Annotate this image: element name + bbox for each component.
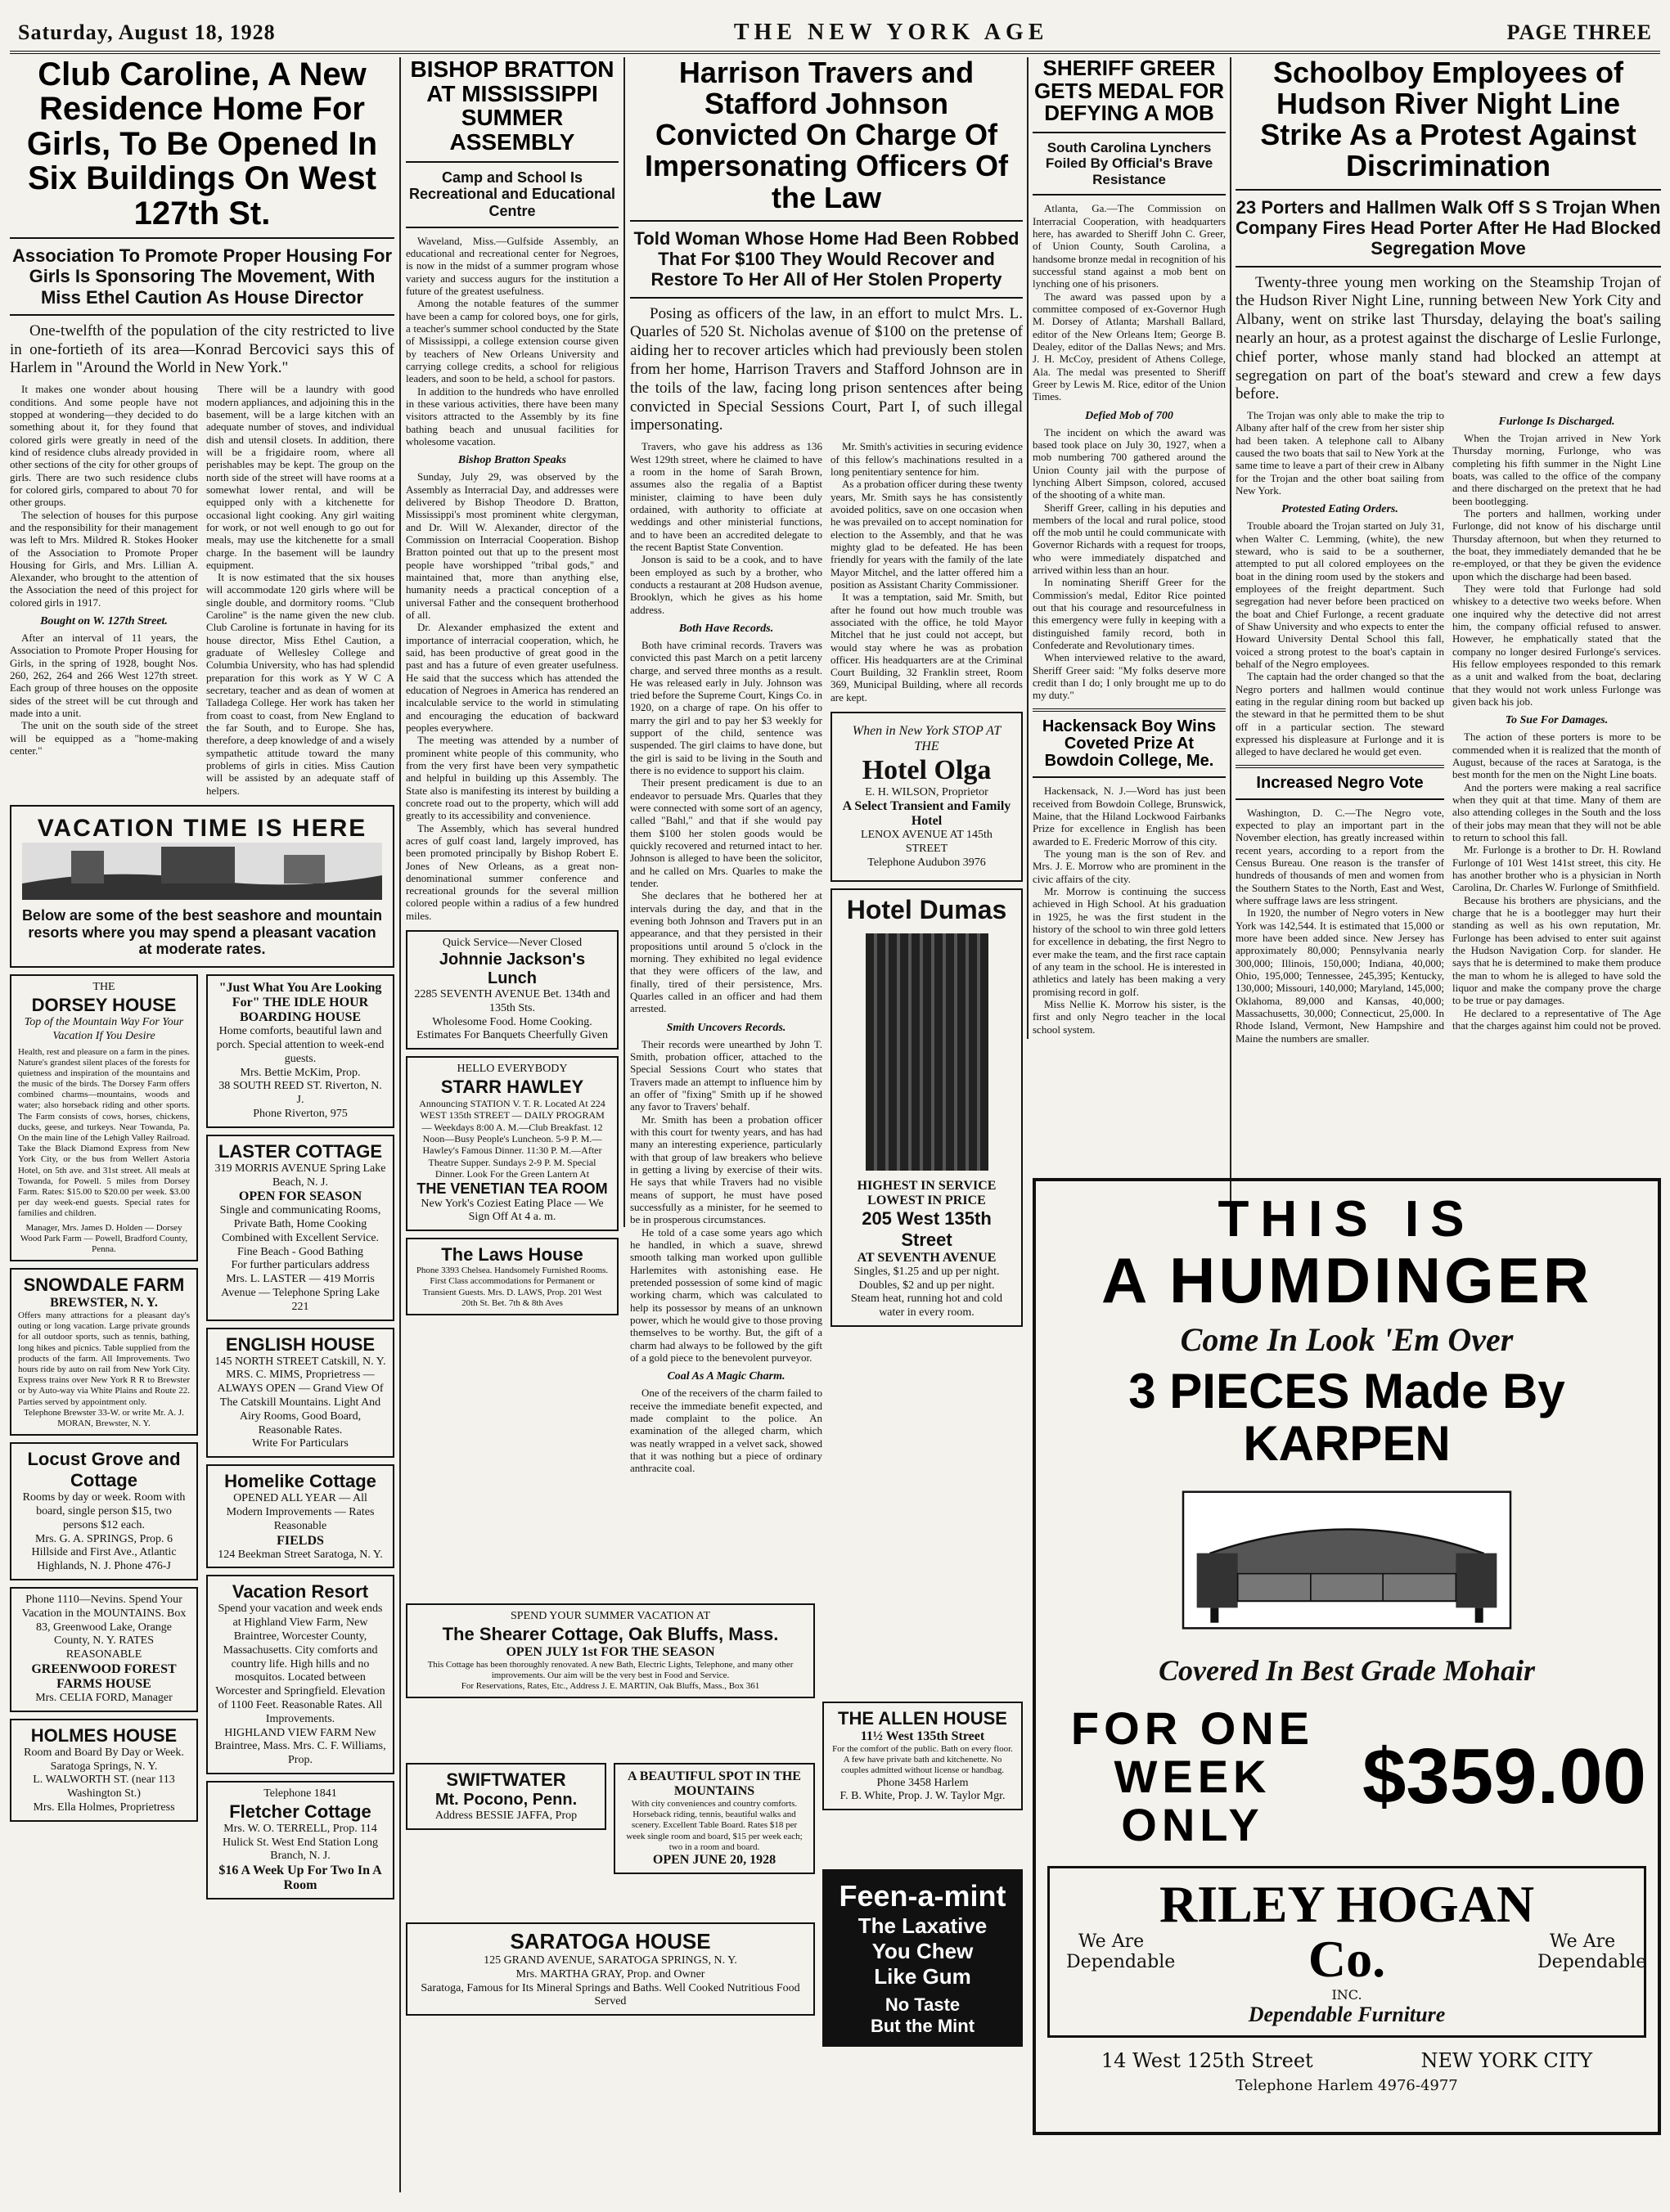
allen-name: THE ALLEN HOUSE (838, 1708, 1007, 1729)
hudson-paragraph: He declared to a representative of The Age that the charges against him could not be proved. (1452, 1006, 1661, 1032)
ad-laws-house (406, 1238, 619, 1315)
harrison-paragraph: Both have criminal records. Travers was convicted this past March on a petit larceny charge, and served three months as a result. He was released early in July. Johnson was tried before the Supreme Court, Kings Co. in 1920, on a charge of rape. On his offer to marry the girl and to pay her $3 weekly for support of the child, sentence was suspended. The girl claims to have done, but the girl is said to be living in the South and there is no evidence to support his claim. (630, 638, 822, 777)
harrison-paragraph: Mr. Smith's activities in securing evidence of this fellow's machinations resulted in a long penitentiary sentence for him. (830, 440, 1023, 478)
hudson-paragraph: The captain had the order changed so that the Negro porters and hallmen would continue eating in the regular dining room but backed up the steward in that he permitted them to be shut off in a particular section. The steward expressed his displeasure at Furlonge and it is alleged to have declared he would get even. (1236, 670, 1444, 758)
olga-desc: A Select Transient and Family Hotel (842, 799, 1011, 829)
harrison-paragraph: As a probation officer during these twenty years, Mr. Smith says he has consistently avoided politics, save on one occasion when he was prevailed on to accept nomination for election to the Assembly, and that he was mighty glad to be defeated. He has been friendly for years with the family of the late Mayor Mitchel, and the latter offered him a position as Assistant Charity Commissioner. (830, 478, 1023, 591)
english-more: Write For Particulars (252, 1437, 349, 1450)
laster-open: OPEN FOR SEASON (238, 1189, 362, 1204)
english-name: ENGLISH HOUSE (225, 1333, 376, 1355)
dumas-tag: HIGHEST IN SERVICE LOWEST IN PRICE (857, 1178, 997, 1207)
karpen-ad-wrap (1033, 1178, 1661, 2143)
hudson-paragraph: Because his brothers are physicians, and the charge that he is a bootlegger may hurt their standing as well as his own reputation, Mr. Furlonge has been advised to enter suit against the Hudson Navigation Corp. for slander. He says that he is determined to make them produce the man to whom he is alleged to have sold the liquor and make the company prove the charge to be true or pay damages. (1452, 893, 1661, 1007)
olga-prop: E. H. WILSON, Proprietor (865, 785, 988, 798)
greenwood-name: GREENWOOD FOREST FARMS HOUSE (31, 1661, 177, 1691)
vacation-banner (10, 805, 394, 968)
shearer-contact: For Reservations, Rates, Etc., Address J. E. MARTIN, Oak Bluffs, Mass., Box 361 (461, 1681, 760, 1692)
harrison-paragraph: She declares that he bothered her at intervals during the day, and that in the evening both Johnson and Travers put in an appearance, and that they persisted in their propositions until around 5 o'clock in the morning. They exhibited no legal evidence that they were officers of the law, and finally, tired of their persistence, Mrs. Quarles called in an officer and had them arrested. (630, 889, 822, 1015)
holmes-address: L. WALWORTH ST. (near 113 Washington St.) (33, 1774, 175, 1801)
dumas-amenities: Steam heat, running hot and cold water in every room. (850, 1293, 1003, 1320)
ad-greenwood-forest (10, 1587, 198, 1712)
laster-name: LASTER COTTAGE (218, 1140, 383, 1162)
greenwood-body: Phone 1110—Nevins. Spend Your Vacation in the MOUNTAINS. Box 83, Greenwood Lake, Orange County, N. Y. RATES REASONABLE (21, 1593, 187, 1661)
hudson-paragraph: And the porters were making a real sacrifice when they quit at that time. Many of them are also attending colleges in the South and the loss of their jobs may mean that they will not be able to return to school this fall. (1452, 780, 1661, 843)
hudson-paragraph: Mr. Furlonge is a brother to Dr. H. Rowland Furlonge of 101 West 141st street, this city. He has another brother who is a physician in North Carolina, Dr. Charles W. Furlonge of Smithfield. (1452, 843, 1661, 894)
ad-hotel-dumas (830, 888, 1023, 1327)
idle-hour-body: Home comforts, beautiful lawn and porch. Special attention to week-end guests. (216, 1025, 385, 1065)
holmes-body: Room and Board By Day or Week. Saratoga Springs, N. Y. (24, 1746, 184, 1773)
club-caroline-paragraph: There will be a laundry with good modern appliances, and adjoining this in the basement, will be a large kitchen with an adequate number of stoves, and individual dish and utensil closets. In addition, there will be a frigidaire room, where all perishables may be kept. The group on the north side of the street will have rooms at a somewhat lower rental, and will be equipped only with a kitchenette for occasional light cooking. Any girl waiting for work, or not well enough to go out for meals, may use the kitchenette for a small charge. In the basement will be laundry equipment. (206, 383, 394, 571)
karpen-price: $359.00 (1362, 1732, 1646, 1820)
holmes-prop: Mrs. Ella Holmes, Proprietress (33, 1801, 175, 1814)
english-body: MRS. C. MIMS, Proprietress — ALWAYS OPEN — Grand View Of The Catskill Mountains. Light And Airy Rooms, Good Board, Reasonable Rates. (217, 1369, 384, 1436)
ad-english-house (206, 1328, 394, 1459)
laws-body: Phone 3393 Chelsea. Handsomely Furnished Rooms. First Class accommodations for Permanent or Transient Guests. Mrs. D. LAWS, Prop. 201 West 20th St. Bet. 7th & 8th Aves (416, 1266, 609, 1308)
ad-feenamint (822, 1869, 1023, 2047)
dumas-address: 205 West 135th Street (862, 1207, 992, 1250)
shearer-top: SPEND YOUR SUMMER VACATION AT (510, 1610, 710, 1622)
starr-name: STARR HAWLEY (440, 1076, 584, 1097)
locust-body: Rooms by day or week. Room with board, single person $15, two persons $12 each. (22, 1491, 186, 1531)
masthead (10, 15, 1660, 54)
saratoga-address: 125 GRAND AVENUE, SARATOGA SPRINGS, N. Y. (484, 1954, 737, 1967)
ad-allen-house (822, 1702, 1023, 1810)
karpen-for-one: FOR ONE (1070, 1702, 1315, 1754)
club-caroline-paragraph: The selection of houses for this purpose and the responsibility for their management was left to Mrs. Mildred R. Stokes Hooker of the Association to Promote Proper Housing for Girls, and Mrs. Lillian A. Alexander, who brought to the attention of the Association the need of this project for colored girls in 1917. (10, 508, 198, 609)
allen-address: 11½ West 135th Street (860, 1729, 985, 1743)
hudson-paragraph: They were told that Furlonge had sold whiskey to a detective two weeks before. When one inquired why the detective did not arrest him, the company official refused to answer. However, he emphatically stated that the company no longer desired Furlonge's services. His fellow employees responded to this remark as a unit and walked from the boat, declaring that they would not work unless Furlonge was given back his job. (1452, 582, 1661, 708)
lunch-address: 2285 SEVENTH AVENUE Bet. 134th and 135th Sts. (414, 987, 610, 1014)
harrison-subsection: Coal As A Magic Charm. (667, 1370, 785, 1383)
olga-top: When in New York STOP AT THE (852, 724, 1002, 754)
karpen-dependable-left: We Are Dependable (1066, 1931, 1176, 1972)
homelike-body: OPENED ALL YEAR — All Modern Improvements — Rates Reasonable (226, 1492, 375, 1532)
negro-vote-headline: Increased Negro Vote (1256, 773, 1424, 792)
shearer-open: OPEN JULY 1st FOR THE SEASON (506, 1644, 715, 1659)
bratton-paragraph: The meeting was attended by a number of prominent white people of this community, who from the very first have been very sympathetic and helpful in building up this Assembly. The State also is manifesting its interest by building a concrete road out to the property, which will add greatly to its accessibility and convenience. (406, 734, 619, 822)
bratton-subhead: Camp and School Is Recreational and Educational Centre (408, 169, 616, 220)
ad-idle-hour (206, 974, 394, 1128)
hudson-paragraph: Trouble aboard the Trojan started on July 31, when Walter C. Lemming, (white), the new steward, who is said to be a southerner, attempted to put all colored employees on the boat in the dining room used by the stokers and employees of the freight department. Such segregation had never before been practiced on the boat and Chief Furlonge, a recent graduate of Shaw University and who expects to enter the Howard University Dental School this fall, voiced a strong protest to the boat's captain in behalf of the Negro employees. (1236, 519, 1444, 670)
harrison-paragraph: Jonson is said to be a cook, and to have been employed as such by a brother, who conducts a restaurant at 208 Hudson avenue, Brooklyn, which he gives as his home address. (630, 553, 822, 616)
paper-title: THE NEW YORK AGE (733, 20, 1049, 45)
karpen-line-1: THIS IS (1218, 1191, 1476, 1248)
karpen-phone: Telephone Harlem 4976-4977 (1236, 2077, 1458, 2095)
feenamint-line: The Laxative (858, 1913, 988, 1938)
saratoga-body: Saratoga, Famous for Its Mineral Springs and Baths. Well Cooked Nutritious Food Served (421, 1981, 800, 2008)
hackensack-paragraph: Hackensack, N. J.—Word has just been received from Bowdoin College, Brunswick, Maine, that the Hiland Lockwood Fairbanks Prize for excellence in English has been awarded to E. Frederic Morrow of this city. (1033, 785, 1226, 847)
allen-prop: F. B. White, Prop. J. W. Taylor Mgr. (840, 1790, 1006, 1803)
laster-contact: Mrs. L. LASTER — 419 Morris Avenue — Telephone Spring Lake 221 (221, 1273, 380, 1313)
harrison-column (630, 57, 1023, 1603)
lunch-name: Johnnie Jackson's Lunch (439, 950, 586, 987)
olga-name: Hotel Olga (862, 754, 992, 785)
dorsey-pre: THE (92, 981, 115, 994)
ad-fletcher-cottage (206, 1781, 394, 1900)
ad-shearer-cottage (406, 1603, 815, 1698)
harrison-paragraph: He told of a case some years ago which he handled, in which a suave, shrewd smooth talking man worked upon gullible Harlemites with astonishing ease. He pretended possession of some kind of magic working charm, which was calculated to help its possessor by means of an unknown power, which he would give to those proving themselves to be worthy. But, the gift of a charm had always to be followed by the gift of a gold piece to the benevolent purveyor. (630, 1225, 822, 1364)
negro-vote-paragraph: In 1920, the number of Negro voters in New York was 142,544. It is estimated that 15,000 or more have been added since. New Jersey has approximately 80,000; Pennsylvania nearly 300,000; Illinois, 150,000; Indiana, 40,000; Ohio, 195,000; Tennessee, 245,395; Kentucky, 130,000; Missouri, 140,000; Maryland, 145,000; Oklahoma, 89,000 and Kansas, 40,000; Massachusetts, 30,000; Connecticut, 25,000. In Rhode Island, Vermont, New Hampshire and Maine the numbers are smaller. (1236, 906, 1444, 1045)
feenamint-line: You Chew (871, 1939, 974, 1963)
ad-johnnie-jackson-lunch (406, 930, 619, 1050)
bratton-paragraph: Among the notable features of the summer have been a camp for colored boys, one for girls, a teacher's summer school conducted by the State of Mississippi, a college extension course given by teachers of New Orleans University and carrying college credits, a school for religious leaders, and soon to be held, a school for pastors. (406, 297, 619, 385)
ad-vacation-resort (206, 1575, 394, 1774)
shearer-body: This Cottage has been thoroughly renovated. A new Bath, Electric Lights, Telephone, and many other improvements. Our aim will be the very best in Food and Service. (427, 1659, 794, 1680)
allen-body: For the comfort of the public. Bath on every floor. A few have private bath and kitchenette. No couples admitted without license or handbag. (832, 1744, 1013, 1776)
locust-name: Locust Grove and Cottage (27, 1449, 181, 1491)
hudson-subsection: Protested Eating Orders. (1281, 503, 1398, 516)
negro-vote-paragraph: Washington, D. C.—The Negro vote, expected to play an important part in the November election, has greatly increased within recent years, according to a report from the Census Bureau. One reason is the transfer of hundreds of thousands of men and women from the Southern States to the North, East and West, where suffrage laws are less stringent. (1236, 806, 1444, 907)
saratoga-wrap (406, 1922, 815, 2037)
sofa-illustration (1134, 1478, 1560, 1642)
ad-dorsey-house (10, 974, 198, 1261)
dorsey-body: Health, rest and pleasure on a farm in the pines. Nature's grandest silent places of the forests for quietness and inspiration of the mountains and the music of the birds. The Dorsey Farm offers combined charms—mountains, woods and water; also horseback riding and other sports. The Farm consists of cows, horses, chickens, ducks, geese, and turkeys. Near Towanda, Pa. On the main line of the Lehigh Valley Railroad. Take the Black Diamond Express from New York City, or the bus from Wellert Astoria Hotel, on 5th ave. and 31st street. All meals at Towanda, for Powell. 5 miles from Dorsey Farm. Rates: $15.00 to $20.00 per week. $3.00 per day week-end guests. Special rates for families and children. (18, 1046, 190, 1219)
ad-swiftwater (406, 1763, 606, 1830)
bratton-paragraph: Sunday, July 29, was observed by the Assembly as Interracial Day, and addresses were delivered by Bishop Theodore D. Bratton, Mississippi's most prominent white clergyman, and Dr. Will W. Alexander, director of the Commission on Interracial Cooperation. Bishop Bratton pointed out that up to the present most people have worshipped "tribal gods," and maintained that, more than anything else, humanity needs a practical conception of a universal Father and the consequent brotherhood of all. (406, 470, 619, 621)
hudson-subsection: Furlonge Is Discharged. (1498, 416, 1615, 429)
snowdale-location: BREWSTER, N. Y. (50, 1296, 158, 1311)
ad-starr-hawley (406, 1056, 619, 1231)
laster-beach: Fine Beach - Good Bathing (237, 1245, 363, 1258)
page-number: PAGE THREE (1506, 20, 1652, 44)
snowdale-body: Offers many attractions for a pleasant day's outing or long vacation. Large private grounds for all outdoor sports, such as tennis, bathing, long hikes and picnics. Table supplied from the products of the farm. All Improvements. Two hours ride by auto on rail from New York City. Express trains over New York R R to Brewster or by Auto-way via White Plains and Route 22. Parties served by appointment only. (18, 1311, 190, 1407)
fletcher-body: Mrs. W. O. TERRELL, Prop. 114 Hulick St. West End Station Long Branch, N. J. (223, 1822, 378, 1863)
ad-hotel-olga (830, 712, 1023, 882)
lunch-body: Wholesome Food. Home Cooking. Estimates For Banquets Cheerfully Given (416, 1015, 609, 1042)
dorsey-tag: Top of the Mountain Way For Your Vacation If You Desire (24, 1015, 184, 1042)
beach-scene-illustration (22, 843, 382, 900)
shearer-name: The Shearer Cottage, Oak Bluffs, Mass. (442, 1623, 779, 1644)
feenamint-line: But the Mint (870, 2016, 975, 2036)
mountains-open: OPEN JUNE 20, 1928 (652, 1852, 776, 1867)
ad-holmes-house (10, 1719, 198, 1822)
ad-saratoga-house (406, 1922, 815, 2016)
homelike-name: Homelike Cottage (224, 1471, 376, 1492)
greer-column (1033, 57, 1226, 1227)
laws-name: The Laws House (441, 1244, 583, 1266)
dumas-name: Hotel Dumas (846, 894, 1007, 924)
club-caroline-paragraph: It is now estimated that the six houses will accommodate 120 girls where will be single double, and dormitory rooms. "Club Caroline" is the name given the new club. Club Caroline is fortunate in having for its house director, Miss Ethel Caution, a graduate of Wellesley College and Columbia University, who has had splendid preparation for this work as Y W C A secretary, teacher and as dean of women at Talladega College. Her work has taken her from coast to coast, from New England to the far South, and to Europe. She has, therefore, a deep knowledge of and a wisely sympathetic attitude toward the many problems of girls in cities. Miss Caution will be assisted by an adequate staff of helpers. (206, 571, 394, 797)
club-caroline-paragraph: The unit on the south side of the street will be equipped as a "home-making center." (10, 719, 198, 758)
hudson-headline: Schoolboy Employees of Hudson River Night Line Strike As a Protest Against Discrimination (1260, 57, 1636, 183)
vacation-text: Below are some of the best seashore and mountain resorts where you may spend a pleasant vacation at moderate rates. (21, 907, 383, 958)
greer-paragraph: The incident on which the award was based took place on July 30, 1927, when a mob numbering 700 gathered around the Union County jail with the purpose of lynching Albert Simpson, colored, accused of the shooting of a white man. (1033, 425, 1226, 501)
ad-homelike-cottage (206, 1464, 394, 1568)
greer-subsection: Defied Mob of 700 (1085, 409, 1173, 422)
harrison-paragraph: Travers, who gave his address as 136 West 129th street, where he claimed to have a room in the home of Sarah Brown, assumes also the regalia of a Baptist minister, claiming to have been duly ordained, with authority to officiate at weddings and other ministerial functions, and to have been an accredited delegate to the recent Baptist State Convention. (630, 440, 822, 553)
laster-more: For further particulars address (231, 1259, 370, 1272)
feenamint-wrap (822, 1869, 1023, 2139)
mountains-name: A BEAUTIFUL SPOT IN THE MOUNTAINS (628, 1769, 801, 1798)
harrison-subsection: Both Have Records. (678, 622, 774, 635)
dorsey-manager: Manager, Mrs. James D. Holden — Dorsey Wood Park Farm — Powell, Bradford County, Penna. (20, 1222, 188, 1254)
bratton-paragraph: The Assembly, which has several hundred acres of gulf coast land, largely improved, has been promoted principally by Bishop Robert E. Jones of New Orleans, as a great non-denominational summer conference and recreational grounds for the several million colored people within a radius of a few hundred miles. (406, 821, 619, 922)
laster-address: 319 MORRIS AVENUE Spring Lake Beach, N. J. (214, 1162, 386, 1189)
greer-paragraph: When interviewed relative to the award, Sheriff Greer said: "My folks deserve more credit than I do; I only brought me up to do my duty." (1033, 651, 1226, 702)
idle-hour-prop: Mrs. Bettie McKim, Prop. (240, 1066, 361, 1079)
bratton-headline: BISHOP BRATTON AT MISSISSIPPI SUMMER ASSEMBLY (410, 57, 614, 155)
bratton-paragraph: Dr. Alexander emphasized the extent and importance of interracial cooperation, which, he said, has been productive of great good in the past and has a future of even greater usefulness. He said that the success which has attended the education of Negroes in America has rendered an incalculable service to the world in stimulating and encouraging the education of backward peoples everywhere. (406, 621, 619, 734)
ad-locust-grove (10, 1442, 198, 1580)
karpen-line-3: Come In Look 'Em Over (1180, 1321, 1514, 1359)
allen-wrap (822, 1702, 1023, 1865)
harrison-paragraph: Their records were unearthed by John T. Smith, probation officer, attached to the Special Sessions Court who states that Travers made an attempt to influence him by an offer of "fixing" Smith up if he showed any favor to Travers' behalf. (630, 1037, 822, 1113)
harrison-paragraph: It was a temptation, said Mr. Smith, but after he found out how much trouble was associated with the office, he told Mayor Mitchel that he just could not accept, but would stay where he was as probation officer. His headquarters are at the Criminal Court Building, 32 Franklin street, Room 369, Municipal Building, where all records are kept. (830, 591, 1023, 704)
olga-phone: Telephone Audubon 3976 (867, 856, 986, 869)
snowdale-contact: Telephone Brewster 33-W. or write Mr. A. J. MORAN, Brewster, N. Y. (24, 1407, 184, 1428)
snowdale-name: SNOWDALE FARM (23, 1275, 185, 1296)
swiftwater-location: Mt. Pocono, Penn. (434, 1791, 578, 1809)
harrison-subhead: Told Woman Whose Home Had Been Robbed That For $100 They Would Recover and Restore To Her All of Her Stolen Property (633, 227, 1020, 290)
dumas-rates: Singles, $1.25 and up per night. Doubles, $2 and up per night. (853, 1265, 1000, 1292)
hudson-paragraph: The action of these porters is more to be commended when it is realized that the month of August, because of the races at Saratoga, is the best month for the men on the Night Line boats. (1452, 731, 1661, 781)
saratoga-prop: Mrs. MARTHA GRAY, Prop. and Owner (515, 1967, 705, 1980)
starr-foot: New York's Coziest Eating Place — We Sign Off At 4 a. m. (421, 1197, 604, 1224)
hackensack-paragraph: Miss Nellie K. Morrow his sister, is the first and only Negro teacher in the local school system. (1033, 997, 1226, 1036)
harrison-paragraph: Their present predicament is due to an endeavor to persuade Mrs. Quarles that they were connected with some sort of an agency, called "Bahl," and that if she would pay them $100 her stolen goods would be quickly recovered and returned intact to her. Johnson is alleged to have been the solicitor, and he called on Mrs. Quarles to make the tender. (630, 776, 822, 890)
karpen-dependable-right: We Are Dependable (1537, 1931, 1647, 1972)
lunch-tag: Quick Service—Never Closed (442, 937, 583, 950)
greer-headline: SHERIFF GREER GETS MEDAL FOR DEFYING A MOB (1033, 57, 1225, 126)
hackensack-headline: Hackensack Boy Wins Coveted Prize At Bowdoin College, Me. (1042, 717, 1217, 771)
vacation-resort-address: HIGHLAND VIEW FARM New Braintree, Mass. Mrs. C. F. Williams, Prop. (214, 1726, 386, 1767)
hudson-subhead: 23 Porters and Hallmen Walk Off S S Trojan When Company Fires Head Porter After He Had Blocked Segregation Move (1236, 196, 1661, 259)
bratton-paragraph: Waveland, Miss.—Gulfside Assembly, an educational and recreational center for Negroes, is now in the midst of a summer program whose variety and success augurs for the institution a future of the greatest usefulness. (406, 234, 619, 298)
club-caroline-lead: One-twelfth of the population of the city restricted to live in one-fortieth of its area—Konrad Bercovici says this of Harlem in "Around the World in New York." (10, 321, 394, 377)
column-rule (1027, 57, 1029, 1039)
ad-riley-hogan-karpen (1033, 1178, 1661, 2135)
hackensack-paragraph: Mr. Morrow is continuing the success achieved in High School. At his graduation in 1925, he was the first student in the history of the school to win three gold letters for excellence in debating, the first Negro to ever make the team, and the first race captain of any team in the school. He is interested in athletics and lately has been making a very promising record in golf. (1033, 884, 1226, 998)
fletcher-rate: $16 A Week Up For Two In A Room (218, 1864, 382, 1893)
hudson-column (1236, 57, 1661, 1227)
idle-hour-address: 38 SOUTH REED ST. Riverton, N. J. (218, 1080, 382, 1107)
club-caroline-subhead: Association To Promote Proper Housing For Girls Is Sponsoring The Movement, With Miss Ethel Caution As House Director (11, 245, 393, 308)
hudson-lead: Twenty-three young men working on the Steamship Trojan of the Hudson River Night Line, running between New York City and Albany, went on strike last Thursday, delaying the boat's sailing nearly an hour, as a protest against the discharge of Leslie Furlonge, chief porter, whose manly stand had blocked an attempt at segregation on part of the boat's steward and crew a few days before. (1236, 273, 1661, 403)
greenwood-manager: Mrs. CELIA FORD, Manager (35, 1691, 173, 1704)
harrison-lead: Posing as officers of the law, in an effort to mulct Mrs. L. Quarles of 520 St. Nicholas avenue of $100 on the pretense of aiding her to recover articles which had previously been stolen from her home, Harrison Travers and Stafford Johnson are in the toils of the law, facing long prison sentences after being convicted in Special Sessions Court, Part I, of such illegal impersonating. (630, 304, 1023, 434)
hackensack-paragraph: The young man is the son of Rev. and Mrs. J. E. Morrow who are prominent in the civic affairs of the city. (1033, 847, 1226, 885)
locust-prop: Mrs. G. A. SPRINGS, Prop. 6 Hillside and First Ave., Atlantic Highlands, N. J. Phone 476-J (31, 1532, 177, 1573)
dorsey-name: DORSEY HOUSE (31, 994, 177, 1015)
karpen-address: 14 West 125th Street (1101, 2049, 1313, 2073)
feenamint-name: Feen-a-mint (839, 1879, 1006, 1913)
dumas-address2: AT SEVENTH AVENUE (857, 1250, 997, 1265)
karpen-tag: Dependable Furniture (1248, 2003, 1446, 2027)
fletcher-phone: Telephone 1841 (263, 1787, 337, 1800)
starr-body: Announcing STATION V. T. R. Located At 224 WEST 135th STREET — DAILY PROGRAM — Weekdays 8:00 A. M.—Club Breakfast. 12 Noon—Busy People's Luncheon. 5-9 P. M.—Hawley's Famous Dinner. 11:30 P. M.—After Theatre Supper. Sundays 2-9 P. M. Special Dinner. Look For the Green Lantern At (419, 1097, 605, 1180)
shearer-ad-wrap (406, 1603, 815, 1759)
olga-address: LENOX AVENUE AT 145th STREET (861, 829, 993, 856)
hotel-building-illustration (866, 933, 988, 1171)
ad-beautiful-spot (614, 1763, 815, 1874)
vacation-resort-body: Spend your vacation and week ends at Highland View Farm, New Braintree, Worcester County, Massachusetts. City comforts and country life. High hills and no mosquitos. Located between Worcester and Springfield. Elevation of 1100 Feet. Reasonable Rates. All Improvements. (215, 1603, 385, 1725)
holmes-name: HOLMES HOUSE (30, 1724, 178, 1746)
club-caroline-headline: Club Caroline, A New Residence Home For Girls, To Be Opened In Six Buildings On West 127th St. (26, 57, 378, 232)
karpen-line-2: A HUMDINGER (1101, 1243, 1593, 1316)
greer-paragraph: Atlanta, Ga.—The Commission on Interracial Cooperation, with headquarters here, has awarded to Sheriff John C. Greer, of Union County, South Carolina, a handsome bronze medal in recognition of his successful stand against a mob bent on lynching one of his prisoners. (1033, 202, 1226, 290)
english-address: 145 NORTH STREET Catskill, N. Y. (214, 1355, 386, 1368)
hudson-paragraph: The Trojan was only able to make the trip to Albany after half of the crew from her sister ship had been taken. A telephone call to Albany caused the two boats that sail to New York at the same time to leave a part of their crew in Albany for the Trojan and the other boat sailing from New York. (1236, 409, 1444, 497)
club-caroline-paragraph: After an interval of 11 years, the Association to Promote Proper Housing for Girls, in the spring of 1928, bought Nos. 260, 262, 264 and 266 West 127th street. Each group of three houses on the opposite sides of the street will be cut through and made into a unit. (10, 632, 198, 720)
idle-hour-name: "Just What You Are Looking For" THE IDLE HOUR BOARDING HOUSE (218, 981, 382, 1025)
greer-paragraph: In nominating Sheriff Greer for the Commission's medal, Editor Rice pointed out that his courage and resourcefulness in this emergency were fully in keeping with a distinguished family record, both in Confederate and Revolutionary times. (1033, 576, 1226, 652)
starr-venue: THE VENETIAN TEA ROOM (416, 1180, 608, 1197)
ad-snowdale-farm (10, 1268, 198, 1436)
left-column (10, 57, 394, 2201)
mountains-wrap (614, 1763, 815, 1918)
greer-paragraph: The award was passed upon by a committee composed of ex-Governor Hugh M. Dorsey of Atlanta; Marshall Ballard, editor of the New Orleans Item; George B. Dealey, editor of the Dallas News; and Mrs. J. H. McCoy, president of Athens College, Ala. The medal was presented to Sheriff Greer by Lewis M. Rice, editor of the Union Times. (1033, 290, 1226, 403)
greer-paragraph: Sheriff Greer, calling in his deputies and members of the local and rural police, stood off the mob until he could communicate with Governor Richards with a request for troops, who were immediately dispatched and arrived within less than an hour. (1033, 501, 1226, 577)
swiftwater-wrap (406, 1763, 606, 1918)
column-rule (623, 57, 625, 1227)
swiftwater-contact: Address BESSIE JAFFA, Prop (434, 1810, 578, 1822)
homelike-address: 124 Beekman Street Saratoga, N. Y. (218, 1548, 383, 1561)
homelike-prop: FIELDS (277, 1533, 324, 1548)
allen-phone: Phone 3458 Harlem (876, 1776, 969, 1789)
bratton-paragraph: In addition to the hundreds who have enrolled in these various activities, there have been many visitors attracted to the Assembly by its fine bathing beach and unusual facilities for wholesome vacation. (406, 384, 619, 447)
karpen-line-5: Covered In Best Grade Mohair (1158, 1653, 1536, 1687)
laster-body: Single and communicating Rooms, Private Bath, Home Cooking Combined with Excellent Service. (219, 1204, 381, 1244)
club-caroline-subsection: Bought on W. 127th Street. (40, 615, 168, 628)
starr-hello: HELLO EVERYBODY (457, 1063, 568, 1076)
feenamint-line: Like Gum (874, 1964, 971, 1989)
swiftwater-name: SWIFTWATER (446, 1769, 566, 1790)
greer-subhead: South Carolina Lynchers Foiled By Official's Brave Resistance (1045, 139, 1213, 187)
harrison-paragraph: One of the receivers of the charm failed to receive the immediate benefit expected, and made complaint to the police. An examination of the alleged charm, which was neatly wrapped in a velvet sack, showed that it was nothing but a piece of ordinary anthracite coal. (630, 1387, 822, 1475)
karpen-city: NEW YORK CITY (1420, 2049, 1593, 2073)
ad-laster-cottage (206, 1135, 394, 1321)
hudson-paragraph: When the Trojan arrived in New York Thursday morning, Furlonge, who was completing his fifth summer in the Night Line boats, was called to the office of the company and there discharged on the pretext that he had been bootlegging. (1452, 432, 1661, 507)
karpen-inc: INC. (1331, 1987, 1362, 2003)
column-rule (399, 57, 401, 2192)
club-caroline-paragraph: It makes one wonder about housing conditions. And some people have not stopped at wondering—they decided to do something about it, for they found that colored girls were greatly in need of the kind of residence clubs already provided in other sections of the city for other groups of girls. There are two such residence clubs for colored girls, compared to about 70 for other groups. (10, 383, 198, 509)
issue-date: Saturday, August 18, 1928 (18, 20, 276, 44)
saratoga-name: SARATOGA HOUSE (510, 1929, 711, 1953)
harrison-paragraph: Mr. Smith has been a probation officer with this court for twenty years, and has had many an interesting experience, particularly with that group of law breakers who believe in getting a living by exercise of their wits. He says that while Travers had no visible means of support, he must have posed successfully as a minister, for he seemed to be in prosperous circumstances. (630, 1113, 822, 1226)
hudson-subsection: To Sue For Damages. (1505, 714, 1609, 727)
karpen-company: RILEY HOGAN Co. (1159, 1874, 1535, 1989)
karpen-line-4: 3 PIECES Made By KARPEN (1128, 1364, 1565, 1471)
mountains-body: With city conveniences and country comforts. Horseback riding, tennis, beautiful walks and scenery. Excellent Table Board. Rates $18 per week single room and board, $15 per week each; two in a room and board. (626, 1799, 803, 1852)
harrison-subsection: Smith Uncovers Records. (666, 1021, 786, 1034)
harrison-headline: Harrison Travers and Stafford Johnson Convicted On Charge Of Impersonating Officers Of the Law (644, 57, 1009, 214)
idle-hour-phone: Phone Riverton, 975 (253, 1107, 348, 1120)
vacation-title: VACATION TIME IS HERE (37, 815, 367, 843)
vacation-resort-name: Vacation Resort (232, 1581, 369, 1603)
bratton-subsection: Bishop Bratton Speaks (457, 454, 567, 467)
column-rule (1230, 57, 1231, 1227)
feenamint-line: No Taste (885, 1994, 961, 2015)
fletcher-name: Fletcher Cottage (229, 1801, 371, 1822)
hudson-paragraph: The porters and hallmen, working under Furlonge, did not know of his discharge until Thursday afternoon, but when they returned to the boat, they immediately demanded that he be re-employed, or that they be given the evidence upon which the discharge had been based. (1452, 507, 1661, 582)
karpen-week-only: WEEK ONLY (1114, 1750, 1272, 1851)
